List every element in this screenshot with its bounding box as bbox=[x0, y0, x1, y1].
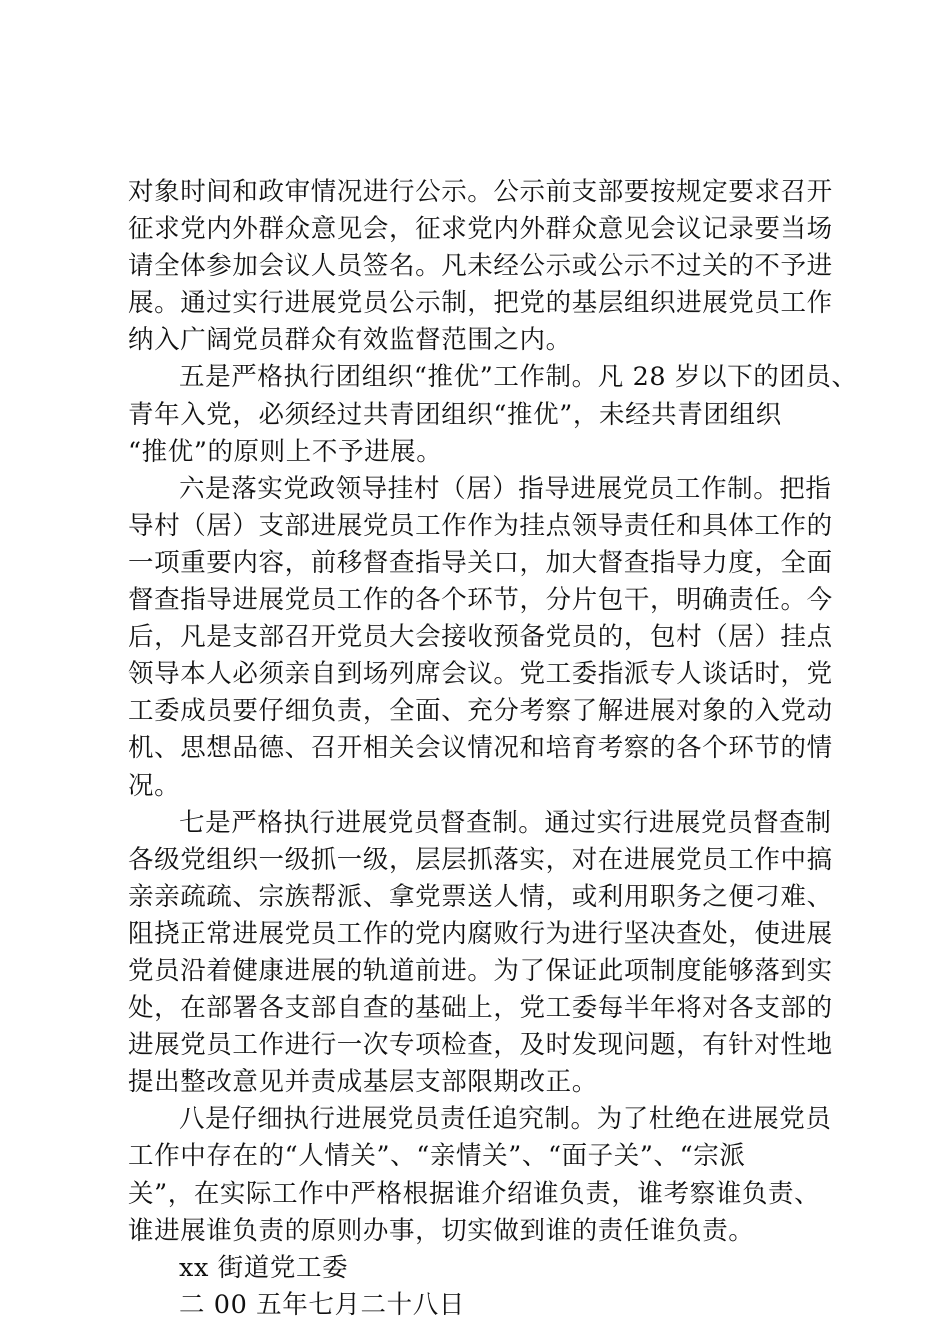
text-line: 提出整改意见并责成基层支部限期改正。 bbox=[128, 1067, 598, 1098]
text-line: 关”，在实际工作中严格根据谁介绍谁负责，谁考察谁负责、 bbox=[128, 1178, 821, 1209]
text-line: “推优”的原则上不予进展。 bbox=[128, 436, 443, 467]
text-line: 况。 bbox=[128, 770, 181, 801]
text-line: 六是落实党政领导挂村（居）指导进展党员工作制。把指 bbox=[179, 473, 832, 504]
text-line: 展。通过实行进展党员公示制，把党的基层组织进展党员工作 bbox=[128, 288, 833, 319]
paragraph bbox=[128, 1101, 838, 1249]
text-line: 处，在部署各支部自查的基础上，党工委每半年将对各支部的 bbox=[128, 993, 833, 1024]
text-line: 领导本人必须亲自到场列席会议。党工委指派专人谈话时，党 bbox=[128, 659, 833, 690]
text-line: 亲亲疏疏、宗族帮派、拿党票送人情，或利用职务之便刁难、 bbox=[128, 881, 833, 912]
text-line: 五是严格执行团组织“推优”工作制。凡 28 岁以下的团员、 bbox=[179, 362, 858, 393]
paragraph bbox=[128, 805, 838, 1102]
text-line: 督查指导进展党员工作的各个环节，分片包干，明确责任。今 bbox=[128, 585, 833, 616]
text-line: 导村（居）支部进展党员工作作为挂点领导责任和具体工作的 bbox=[128, 510, 833, 541]
text-line: 工作中存在的“人情关”、“亲情关”、“面子关”、“宗派 bbox=[128, 1141, 746, 1172]
document-body bbox=[128, 174, 858, 1324]
text-line: 各级党组织一级抓一级，层层抓落实，对在进展党员工作中搞 bbox=[128, 844, 833, 875]
text-line: 二 00 五年七月二十八日 bbox=[179, 1289, 465, 1320]
text-line: 进展党员工作进行一次专项检查，及时发现问题，有针对性地 bbox=[128, 1030, 833, 1061]
paragraph bbox=[128, 359, 858, 470]
text-line: 机、思想品德、召开相关会议情况和培育考察的各个环节的情 bbox=[128, 733, 833, 764]
text-line: 一项重要内容，前移督查指导关口，加大督查指导力度，全面 bbox=[128, 547, 833, 578]
paragraph bbox=[128, 174, 838, 359]
paragraph bbox=[128, 1250, 838, 1287]
text-line: 谁进展谁负责的原则办事，切实做到谁的责任谁负责。 bbox=[128, 1215, 755, 1246]
paragraph bbox=[128, 471, 838, 805]
text-line: 阻挠正常进展党员工作的党内腐败行为进行坚决查处，使进展 bbox=[128, 918, 833, 949]
text-line: 八是仔细执行进展党员责任追究制。为了杜绝在进展党员 bbox=[179, 1104, 832, 1135]
paragraph bbox=[128, 1287, 838, 1324]
text-line: xx 街道党工委 bbox=[179, 1252, 349, 1283]
text-line: 七是严格执行进展党员督查制。通过实行进展党员督查制 bbox=[179, 807, 832, 838]
text-line: 党员沿着健康进展的轨道前进。为了保证此项制度能够落到实 bbox=[128, 955, 833, 986]
text-line: 对象时间和政审情况进行公示。公示前支部要按规定要求召开 bbox=[128, 177, 833, 207]
text-line: 青年入党，必须经过共青团组织“推优”，未经共青团组织 bbox=[128, 399, 782, 430]
text-line: 后，凡是支部召开党员大会接收预备党员的，包村（居）挂点 bbox=[128, 622, 833, 653]
text-line: 纳入广阔党员群众有效监督范围之内。 bbox=[128, 325, 572, 356]
text-line: 请全体参加会议人员签名。凡未经公示或公示不过关的不予进 bbox=[128, 251, 833, 282]
text-line: 工委成员要仔细负责，全面、充分考察了解进展对象的入党动 bbox=[128, 696, 833, 727]
text-line: 征求党内外群众意见会，征求党内外群众意见会议记录要当场 bbox=[128, 214, 833, 245]
